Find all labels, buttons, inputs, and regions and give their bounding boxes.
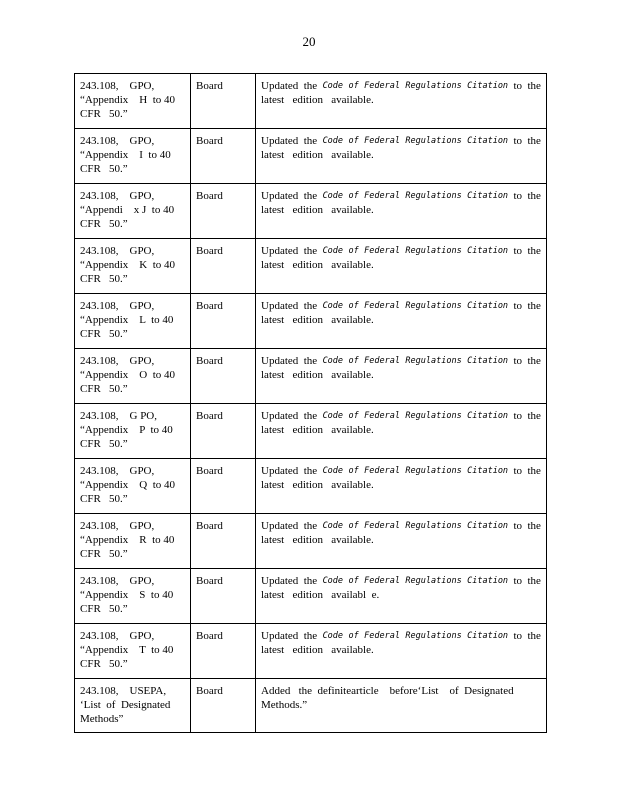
cfr-title-word: Code	[322, 136, 344, 146]
table-row	[75, 624, 547, 679]
action-cell	[256, 74, 547, 129]
action-word: the	[303, 630, 318, 642]
section-line: “Appendix K to 40	[80, 259, 176, 271]
action-word: the	[303, 135, 318, 147]
source-text: Board	[196, 135, 223, 147]
action-word: to	[513, 575, 523, 587]
cfr-title-word: Code	[322, 466, 344, 476]
section-line: “Appendix R to 40	[80, 534, 175, 546]
action-word: the	[527, 520, 541, 532]
section-line: 243.108, GPO,	[80, 465, 155, 477]
section-line: Methods”	[80, 713, 124, 725]
action-word: the	[527, 575, 541, 587]
section-cell	[75, 459, 191, 514]
cfr-title-word: of	[348, 411, 359, 421]
action-word: to	[513, 80, 523, 92]
section-line: CFR 50.”	[80, 328, 128, 340]
action-cell	[256, 569, 547, 624]
cfr-title-word: of	[348, 81, 359, 91]
action-line: Methods.”	[261, 699, 308, 711]
section-line: “Appendix Q to 40	[80, 479, 176, 491]
cfr-title-word: Citation	[467, 301, 509, 311]
action-word: to	[513, 300, 523, 312]
source-cell	[191, 459, 256, 514]
source-text: Board	[196, 80, 223, 92]
action-line	[261, 299, 541, 313]
action-word: Updated	[261, 355, 299, 367]
cfr-title-word: Federal	[364, 246, 400, 256]
action-word: the	[527, 80, 541, 92]
table-row	[75, 569, 547, 624]
table-row	[75, 74, 547, 129]
cfr-title-word: of	[348, 356, 359, 366]
section-cell	[75, 74, 191, 129]
cfr-title-word: Code	[322, 246, 344, 256]
action-line	[261, 354, 541, 368]
action-cell	[256, 404, 547, 459]
source-cell	[191, 294, 256, 349]
source-cell	[191, 184, 256, 239]
section-cell	[75, 129, 191, 184]
section-line: “Appendix L to 40	[80, 314, 174, 326]
action-cell	[256, 514, 547, 569]
cfr-title-word: of	[348, 521, 359, 531]
section-line: 243.108, GPO,	[80, 80, 155, 92]
action-word: the	[303, 245, 318, 257]
source-cell	[191, 404, 256, 459]
action-word: the	[303, 465, 318, 477]
section-cell	[75, 349, 191, 404]
action-line: latest edition available.	[261, 94, 374, 106]
source-cell	[191, 624, 256, 679]
source-cell	[191, 129, 256, 184]
section-line: CFR 50.”	[80, 603, 128, 615]
section-line: 243.108, GPO,	[80, 630, 155, 642]
source-text: Board	[196, 190, 223, 202]
cfr-title-word: Citation	[467, 466, 509, 476]
cfr-title-word: of	[348, 466, 359, 476]
source-cell	[191, 569, 256, 624]
action-word: the	[527, 300, 541, 312]
action-word: the	[527, 135, 541, 147]
action-word: to	[513, 630, 523, 642]
action-word: Updated	[261, 245, 299, 257]
cfr-title-word: Regulations	[405, 246, 462, 256]
cfr-title-word: Citation	[467, 191, 509, 201]
section-line: “Appendix T to 40	[80, 644, 174, 656]
action-word: Updated	[261, 630, 299, 642]
action-word: the	[527, 410, 541, 422]
action-cell	[256, 239, 547, 294]
source-cell	[191, 349, 256, 404]
section-line: CFR 50.”	[80, 273, 128, 285]
section-line: 243.108, GPO,	[80, 520, 155, 532]
section-line: CFR 50.”	[80, 658, 128, 670]
cfr-title-word: Regulations	[405, 466, 462, 476]
action-cell	[256, 349, 547, 404]
cfr-title-word: Regulations	[405, 81, 462, 91]
section-cell	[75, 569, 191, 624]
cfr-title-word: Citation	[467, 81, 509, 91]
section-line: 243.108, GPO,	[80, 355, 155, 367]
cfr-title-word: Code	[322, 356, 344, 366]
changes-table	[74, 73, 547, 733]
source-text: Board	[196, 575, 223, 587]
cfr-title-word: Federal	[364, 411, 400, 421]
section-cell	[75, 624, 191, 679]
cfr-title-word: Federal	[364, 521, 400, 531]
cfr-title-word: Code	[322, 576, 344, 586]
section-line: CFR 50.”	[80, 493, 128, 505]
cfr-title-word: Code	[322, 301, 344, 311]
action-line	[261, 629, 541, 643]
section-line: 243.108, GPO,	[80, 190, 155, 202]
action-word: Updated	[261, 190, 299, 202]
action-line: latest edition available.	[261, 369, 374, 381]
action-line	[261, 134, 541, 148]
source-text: Board	[196, 520, 223, 532]
action-line: latest edition available.	[261, 479, 374, 491]
action-word: Updated	[261, 520, 299, 532]
section-cell	[75, 514, 191, 569]
action-line: latest edition available.	[261, 259, 374, 271]
table-row	[75, 184, 547, 239]
action-word: Updated	[261, 300, 299, 312]
section-line: CFR 50.”	[80, 108, 128, 120]
cfr-title-word: Citation	[467, 521, 509, 531]
action-word: the	[303, 575, 318, 587]
action-word: Updated	[261, 410, 299, 422]
section-line: 243.108, G PO,	[80, 410, 158, 422]
section-line: 243.108, GPO,	[80, 300, 155, 312]
action-line: latest edition available.	[261, 424, 374, 436]
action-line: latest edition available.	[261, 644, 374, 656]
action-line: latest edition available.	[261, 534, 374, 546]
action-line: Added the definitearticle before‘List of Designated	[261, 685, 514, 697]
source-cell	[191, 239, 256, 294]
cfr-title-word: of	[348, 191, 359, 201]
section-line: “Appendi x J to 40	[80, 204, 175, 216]
cfr-title-word: of	[348, 301, 359, 311]
action-word: the	[527, 355, 541, 367]
action-line: latest edition available.	[261, 314, 374, 326]
action-word: the	[303, 190, 318, 202]
action-cell	[256, 459, 547, 514]
cfr-title-word: Federal	[364, 136, 400, 146]
section-line: “Appendix O to 40	[80, 369, 176, 381]
cfr-title-word: of	[348, 576, 359, 586]
cfr-title-word: Citation	[467, 576, 509, 586]
action-word: the	[527, 465, 541, 477]
action-line	[261, 464, 541, 478]
action-word: the	[527, 630, 541, 642]
action-cell	[256, 624, 547, 679]
cfr-title-word: Federal	[364, 356, 400, 366]
cfr-title-word: Regulations	[405, 631, 462, 641]
action-line: latest edition available.	[261, 149, 374, 161]
changes-table-body	[75, 74, 547, 733]
section-line: “Appendix I to 40	[80, 149, 171, 161]
cfr-title-word: Code	[322, 631, 344, 641]
action-cell	[256, 129, 547, 184]
source-text: Board	[196, 465, 223, 477]
table-row	[75, 129, 547, 184]
action-word: Updated	[261, 465, 299, 477]
action-word: the	[303, 80, 318, 92]
source-text: Board	[196, 630, 223, 642]
section-line: 243.108, USEPA,	[80, 685, 167, 697]
action-word: the	[303, 355, 318, 367]
action-word: to	[513, 245, 523, 257]
source-text: Board	[196, 355, 223, 367]
source-text: Board	[196, 245, 223, 257]
cfr-title-word: Regulations	[405, 136, 462, 146]
cfr-title-word: of	[348, 631, 359, 641]
action-word: to	[513, 135, 523, 147]
cfr-title-word: Federal	[364, 466, 400, 476]
section-cell	[75, 404, 191, 459]
cfr-title-word: Regulations	[405, 576, 462, 586]
cfr-title-word: Code	[322, 191, 344, 201]
action-word: the	[527, 245, 541, 257]
action-line	[261, 409, 541, 423]
section-line: “Appendix H to 40	[80, 94, 176, 106]
action-word: to	[513, 410, 523, 422]
page-number: 20	[302, 34, 316, 49]
cfr-title-word: Citation	[467, 246, 509, 256]
table-row	[75, 294, 547, 349]
action-word: to	[513, 190, 523, 202]
cfr-title-word: Citation	[467, 411, 509, 421]
section-line: “Appendix P to 40	[80, 424, 173, 436]
section-line: 243.108, GPO,	[80, 575, 155, 587]
table-row	[75, 239, 547, 294]
cfr-title-word: Code	[322, 411, 344, 421]
source-text: Board	[196, 410, 223, 422]
action-word: Updated	[261, 135, 299, 147]
action-word: the	[303, 520, 318, 532]
section-line: CFR 50.”	[80, 438, 128, 450]
action-word: the	[303, 300, 318, 312]
action-word: Updated	[261, 80, 299, 92]
cfr-title-word: Regulations	[405, 301, 462, 311]
action-line	[261, 519, 541, 533]
cfr-title-word: Code	[322, 521, 344, 531]
action-word: to	[513, 520, 523, 532]
action-line: latest edition available.	[261, 204, 374, 216]
section-line: “Appendix S to 40	[80, 589, 174, 601]
table-row	[75, 349, 547, 404]
source-text: Board	[196, 300, 223, 312]
section-line: CFR 50.”	[80, 548, 128, 560]
cfr-title-word: Regulations	[405, 521, 462, 531]
action-line	[261, 189, 541, 203]
cfr-title-word: Federal	[364, 81, 400, 91]
action-line	[261, 244, 541, 258]
cfr-title-word: of	[348, 246, 359, 256]
table-row	[75, 404, 547, 459]
action-cell	[256, 184, 547, 239]
cfr-title-word: Regulations	[405, 191, 462, 201]
cfr-title-word: of	[348, 136, 359, 146]
source-cell	[191, 514, 256, 569]
cfr-title-word: Citation	[467, 356, 509, 366]
cfr-title-word: Regulations	[405, 356, 462, 366]
action-line	[261, 79, 541, 93]
section-line: 243.108, GPO,	[80, 245, 155, 257]
action-line: latest edition availabl e.	[261, 589, 380, 601]
table-row	[75, 679, 547, 733]
cfr-title-word: Regulations	[405, 411, 462, 421]
section-cell	[75, 239, 191, 294]
cfr-title-word: Citation	[467, 631, 509, 641]
section-cell	[75, 184, 191, 239]
table-row	[75, 514, 547, 569]
action-word: Updated	[261, 575, 299, 587]
action-line	[261, 574, 541, 588]
source-text: Board	[196, 685, 223, 697]
table-row	[75, 459, 547, 514]
section-cell	[75, 679, 191, 733]
cfr-title-word: Federal	[364, 301, 400, 311]
section-line: CFR 50.”	[80, 218, 128, 230]
section-line: CFR 50.”	[80, 383, 128, 395]
source-cell	[191, 74, 256, 129]
section-line: ‘List of Designated	[80, 699, 171, 711]
action-word: the	[303, 410, 318, 422]
cfr-title-word: Citation	[467, 136, 509, 146]
action-cell	[256, 679, 547, 733]
cfr-title-word: Federal	[364, 631, 400, 641]
source-cell	[191, 679, 256, 733]
section-line: CFR 50.”	[80, 163, 128, 175]
cfr-title-word: Federal	[364, 191, 400, 201]
cfr-title-word: Code	[322, 81, 344, 91]
cfr-title-word: Federal	[364, 576, 400, 586]
action-cell	[256, 294, 547, 349]
action-word: the	[527, 190, 541, 202]
action-word: to	[513, 355, 523, 367]
section-line: 243.108, GPO,	[80, 135, 155, 147]
action-word: to	[513, 465, 523, 477]
section-cell	[75, 294, 191, 349]
